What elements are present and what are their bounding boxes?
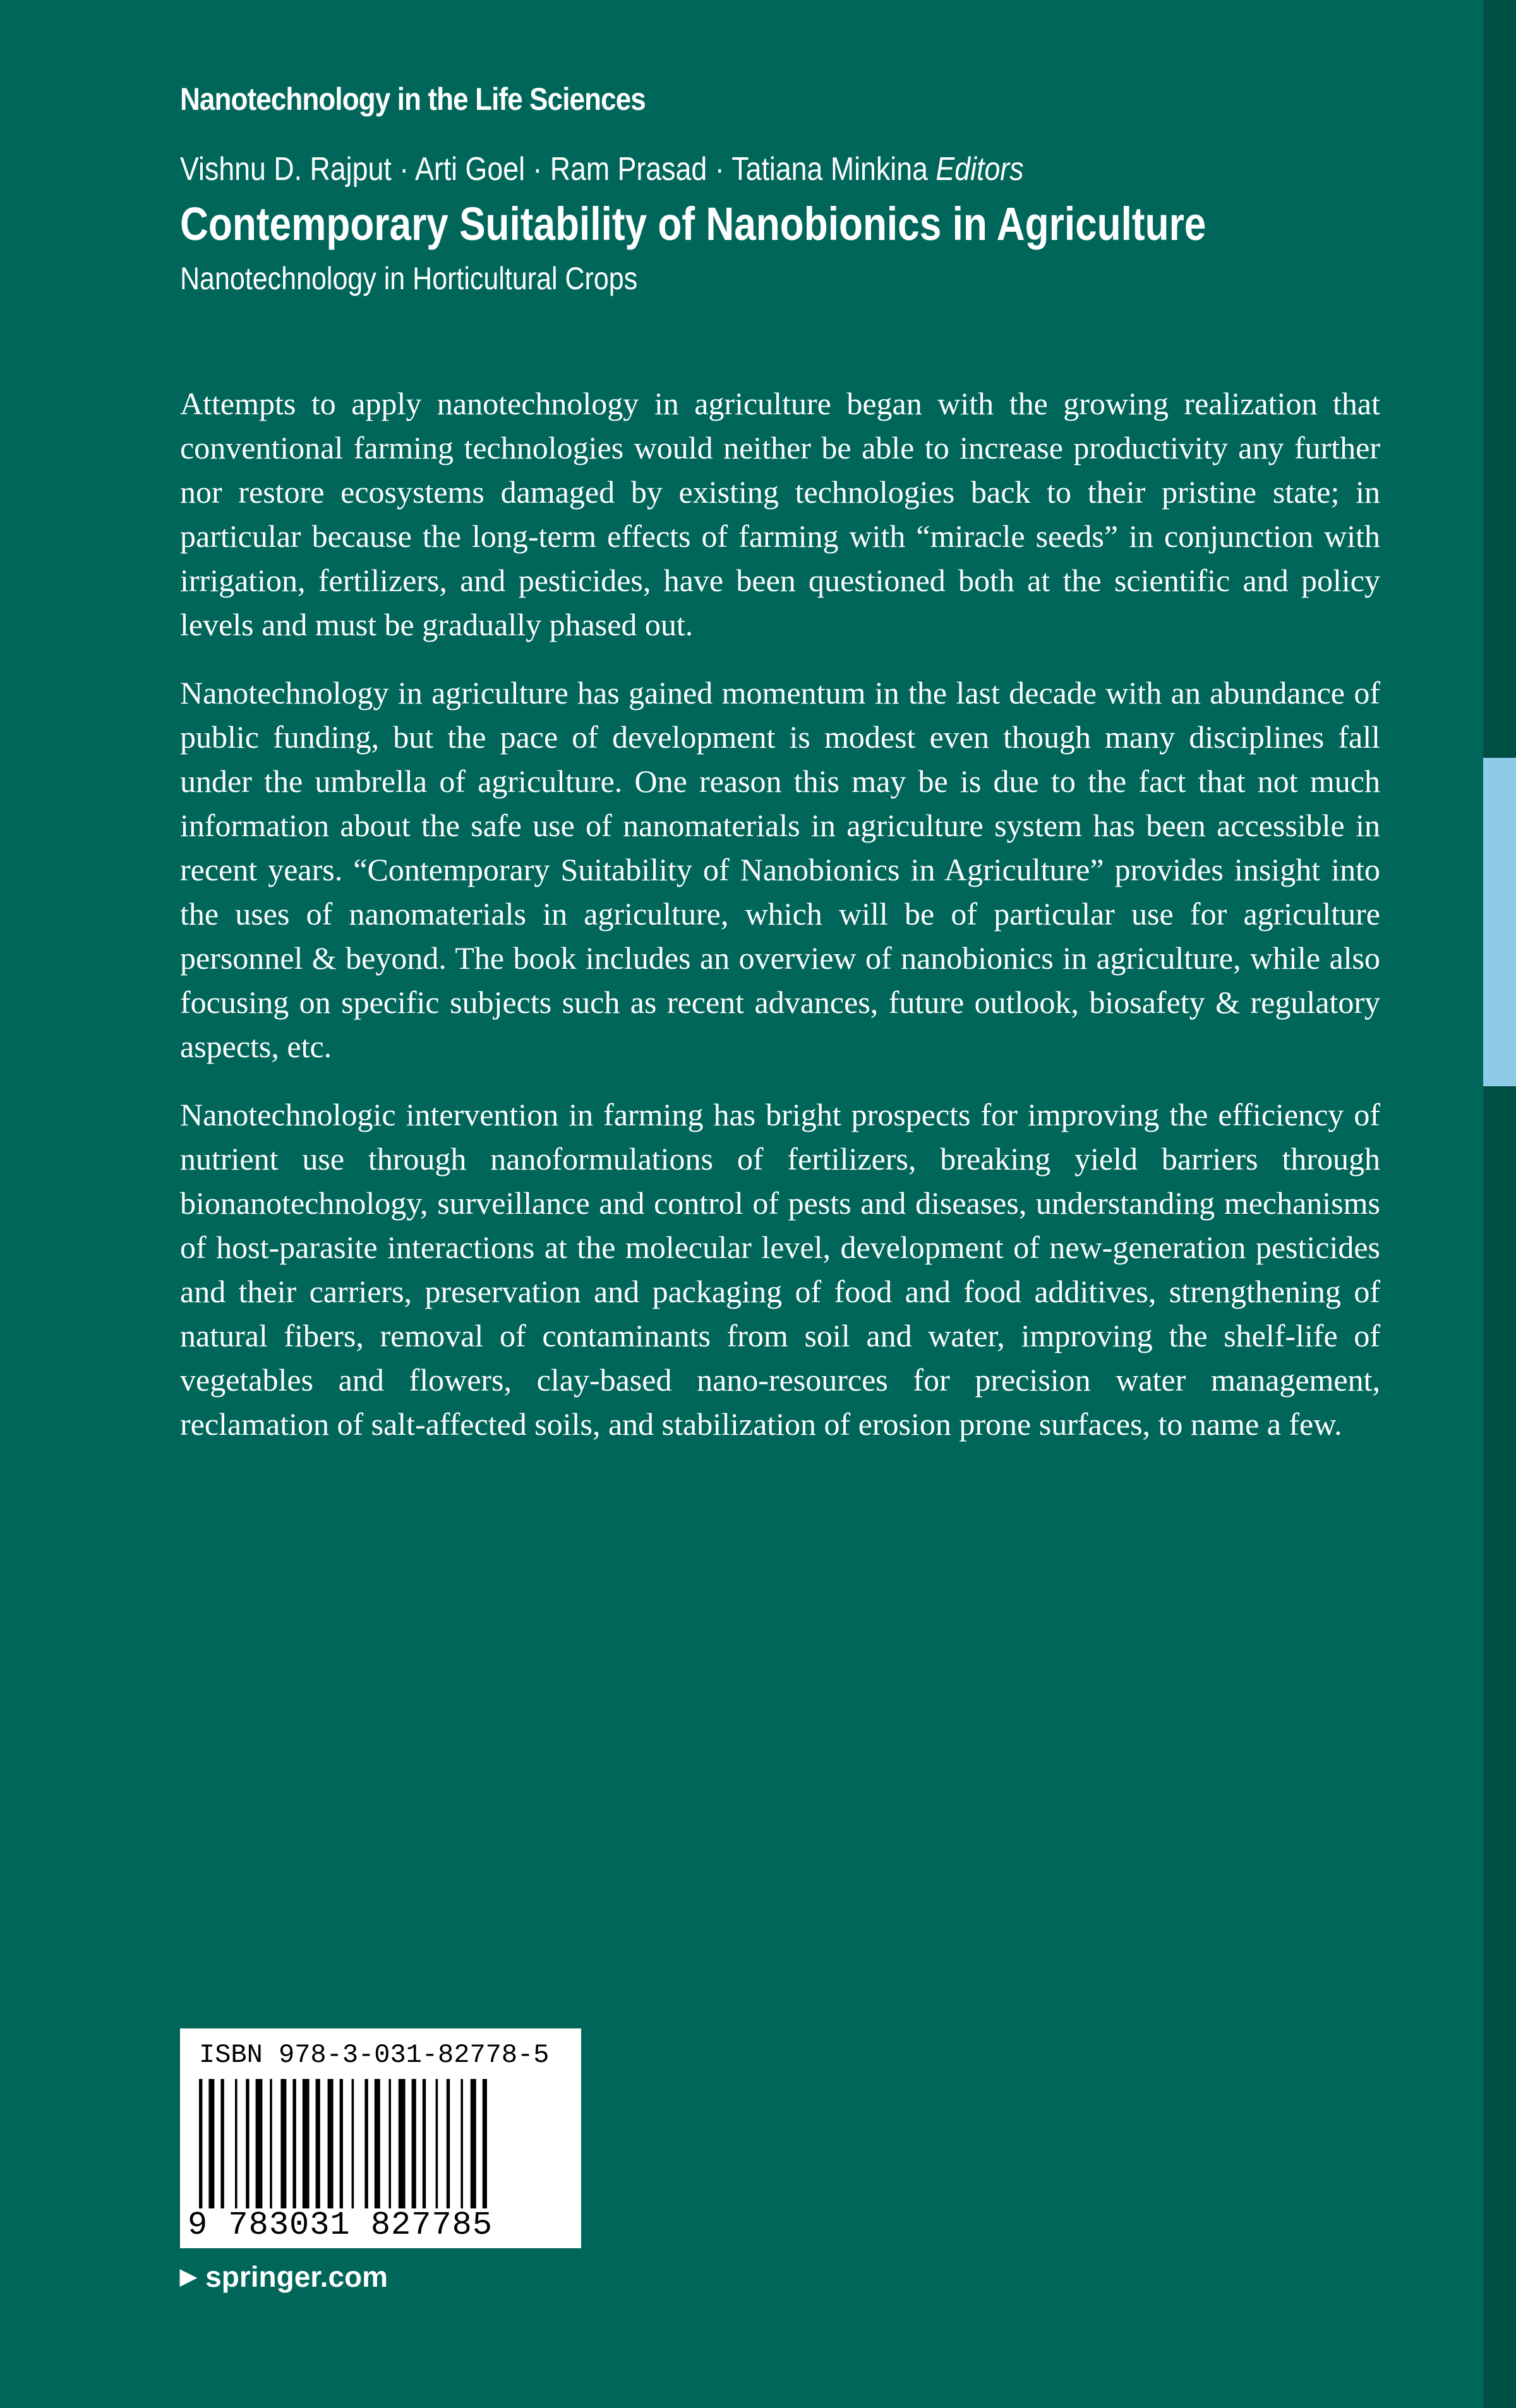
book-subtitle: Nanotechnology in Horticultural Crops: [180, 261, 638, 296]
isbn-label: ISBN 978-3-031-82778-5: [199, 2040, 550, 2070]
barcode-bar: [375, 2079, 380, 2208]
barcode-bar: [199, 2079, 202, 2208]
editors-line: [180, 150, 1024, 188]
series-title: Nanotechnology in the Life Sciences: [180, 81, 646, 117]
barcode-bar: [246, 2079, 249, 2208]
blurb: [180, 381, 1380, 1470]
color-tab: [1483, 758, 1516, 1086]
barcode-bar: [471, 2079, 476, 2208]
editors-role: Editors: [935, 151, 1024, 188]
barcode-bar: [316, 2079, 320, 2208]
barcode-bar: [328, 2079, 334, 2208]
barcode-bar: [303, 2079, 310, 2208]
barcode-bar: [220, 2079, 224, 2208]
publisher-link[interactable]: [180, 2260, 388, 2294]
barcode-bar: [235, 2079, 238, 2208]
editors-names: Vishnu D. Rajput · Arti Goel · Ram Prasad · Tatiana Minkina: [180, 151, 928, 188]
barcode-bar: [447, 2079, 450, 2208]
barcode-bar: [436, 2079, 438, 2208]
publisher-url: springer.com: [205, 2260, 388, 2293]
barcode-bar: [352, 2079, 354, 2208]
barcode-bar: [388, 2079, 391, 2208]
barcode-bar: [280, 2079, 286, 2208]
blurb-paragraph: Nanotechnologic intervention in farming has bright prospects for improving the efficiency of nutrient use through nanoformulations of fertilizers, breaking yield barriers through bionanotechnology, surveillance and control of pests and diseases, understanding mechanisms of host-parasite interactions at the molecular level, development of new-generation pesticides and their carriers, preservation and packaging of food and food additives, strengthening of natural fibers, removal of contaminants from soil and water, improving the shelf-life of vegetables and flowers, clay-based nano-resources for precision water management, reclamation of salt-affected soils, and stabilization of erosion prone surfaces, to name a few.: [180, 1097, 1380, 1442]
spine-edge: [1483, 0, 1516, 2408]
barcode-bars: [199, 2079, 562, 2208]
barcode-bar: [270, 2079, 272, 2208]
barcode-bar: [292, 2079, 296, 2208]
isbn-barcode: [180, 2028, 581, 2248]
barcode-bar: [423, 2079, 426, 2208]
barcode-bar: [208, 2079, 214, 2208]
barcode-bar: [340, 2079, 343, 2208]
blurb-paragraph: Nanotechnology in agriculture has gained momentum in the last decade with an abundance of public funding, but the pace of development is modest even though many disciplines fall under the umbrella of agriculture. One reason this may be is due to the fact that not much information about the safe use of nanomaterials in agriculture system has been accessible in recent years. “Contemporary Suitability of Nanobionics in Agriculture” provides insight into the uses of nanomaterials in agriculture, which will be of particular use for agriculture personnel & beyond. The book includes an overview of nanobionics in agriculture, while also focusing on specific subjects such as recent advances, future outlook, biosafety & regulatory aspects, etc.: [180, 675, 1380, 1064]
barcode-bar: [412, 2079, 416, 2208]
barcode-digits: 9 783031 827785: [188, 2207, 493, 2244]
barcode-bar: [483, 2079, 487, 2208]
barcode-bar: [256, 2079, 263, 2208]
barcode-bar: [460, 2079, 463, 2208]
barcode-bar: [364, 2079, 368, 2208]
blurb-paragraph: Attempts to apply nanotechnology in agriculture began with the growing realization that conventional farming technologies would neither be able to increase productivity any further nor restore ecosystems damaged by existing technologies back to their pristine state; in particular because the long-term effects of farming with “miracle seeds” in conjunction with irrigation, fertilizers, and pesticides, have been questioned both at the scientific and policy levels and must be gradually phased out.: [180, 386, 1380, 642]
triangle-right-icon: ▶: [180, 2265, 197, 2289]
barcode-bar: [399, 2079, 406, 2208]
book-title: Contemporary Suitability of Nanobionics in Agriculture: [180, 198, 1206, 250]
